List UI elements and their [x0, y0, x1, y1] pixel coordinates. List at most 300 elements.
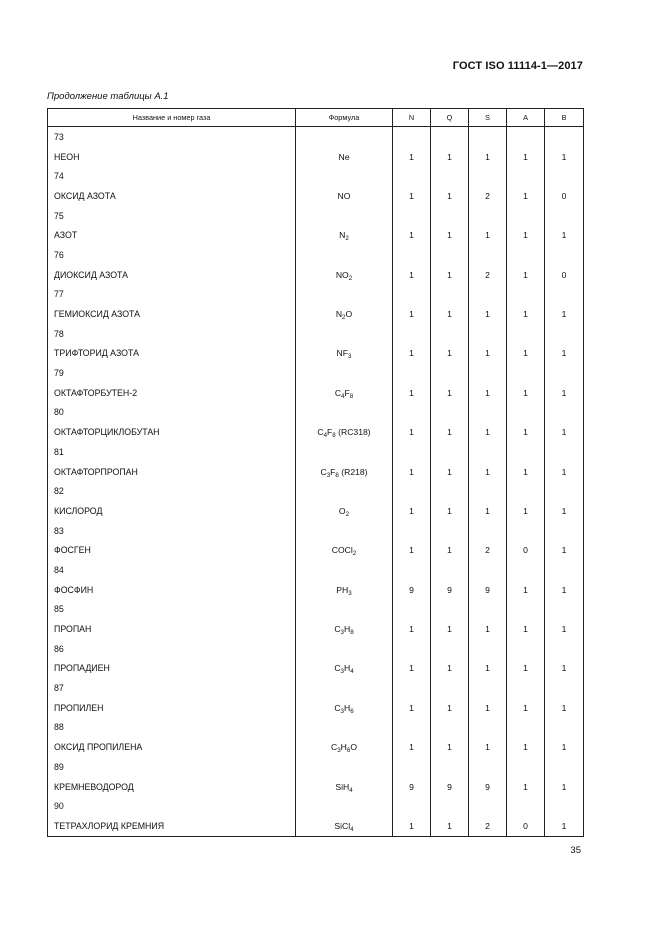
value-s: 2 — [469, 186, 507, 206]
gas-formula — [296, 777, 393, 797]
value-a: 1 — [507, 698, 545, 718]
formula-part: C — [334, 387, 342, 398]
empty-cell — [469, 560, 507, 580]
header-a: A — [507, 109, 545, 127]
gas-name: ОКТАФТОРЦИКЛОБУТАН — [48, 422, 296, 442]
gas-formula — [296, 422, 393, 442]
formula-part: C — [320, 466, 327, 477]
table-row — [48, 580, 584, 600]
formula-part: H — [344, 624, 351, 635]
gas-number: 90 — [48, 796, 296, 816]
empty-cell — [393, 324, 431, 344]
gas-number: 73 — [48, 127, 296, 147]
value-q: 1 — [431, 225, 469, 245]
value-q: 1 — [431, 540, 469, 560]
table-row — [48, 344, 584, 364]
formula-subscript: 3 — [326, 471, 331, 479]
gas-formula — [296, 186, 393, 206]
formula-part: C — [334, 663, 341, 674]
gas-name: ФОСГЕН — [48, 540, 296, 560]
empty-cell — [507, 324, 545, 344]
value-n: 1 — [393, 344, 431, 364]
table-row — [48, 619, 584, 639]
empty-cell — [393, 245, 431, 265]
gas-name: ГЕМИОКСИД АЗОТА — [48, 304, 296, 324]
value-s: 9 — [469, 777, 507, 797]
formula-subscript: 8 — [335, 471, 339, 479]
gas-number: 88 — [48, 718, 296, 738]
value-a: 1 — [507, 422, 545, 442]
gas-number: 77 — [48, 285, 296, 305]
table-number-row — [48, 757, 584, 777]
formula-subscript: 2 — [345, 235, 349, 243]
gas-name: ОКТАФТОРБУТЕН-2 — [48, 383, 296, 403]
table-row — [48, 698, 584, 718]
value-b: 1 — [545, 580, 584, 600]
empty-cell — [431, 127, 469, 147]
empty-cell — [545, 481, 584, 501]
table-number-row — [48, 442, 584, 462]
gas-formula — [296, 147, 393, 167]
value-b: 1 — [545, 147, 584, 167]
table-row — [48, 383, 584, 403]
value-n: 1 — [393, 659, 431, 679]
value-n: 1 — [393, 186, 431, 206]
empty-cell — [431, 481, 469, 501]
formula-part: F — [327, 427, 333, 438]
empty-cell — [431, 718, 469, 738]
formula-part: NO — [335, 269, 349, 280]
empty-cell — [545, 166, 584, 186]
header-n: N — [393, 109, 431, 127]
empty-cell — [431, 560, 469, 580]
empty-cell — [545, 206, 584, 226]
table-number-row — [48, 127, 584, 147]
empty-cell — [431, 796, 469, 816]
value-n: 1 — [393, 619, 431, 639]
empty-cell — [507, 560, 545, 580]
value-b: 1 — [545, 540, 584, 560]
value-q: 1 — [431, 619, 469, 639]
empty-cell — [393, 678, 431, 698]
header-s: S — [469, 109, 507, 127]
value-a: 1 — [507, 737, 545, 757]
empty-cell — [469, 481, 507, 501]
table-row — [48, 462, 584, 482]
gas-name: КРЕМНЕВОДОРОД — [48, 777, 296, 797]
formula-subscript: 3 — [340, 629, 344, 637]
value-q: 9 — [431, 777, 469, 797]
empty-cell — [469, 245, 507, 265]
table-row — [48, 147, 584, 167]
empty-cell — [431, 521, 469, 541]
empty-cell — [296, 245, 393, 265]
value-b: 1 — [545, 422, 584, 442]
formula-subscript: 4 — [349, 786, 353, 794]
empty-cell — [393, 403, 431, 423]
gas-name: ПРОПАН — [48, 619, 296, 639]
empty-cell — [393, 442, 431, 462]
value-b: 1 — [545, 304, 584, 324]
value-q: 1 — [431, 344, 469, 364]
table-body — [48, 127, 584, 837]
value-b: 1 — [545, 777, 584, 797]
empty-cell — [545, 678, 584, 698]
table-row — [48, 422, 584, 442]
value-b: 1 — [545, 501, 584, 521]
empty-cell — [431, 678, 469, 698]
empty-cell — [393, 796, 431, 816]
empty-cell — [393, 757, 431, 777]
formula-part: H — [344, 663, 351, 674]
formula-part: O — [338, 505, 346, 516]
table-number-row — [48, 639, 584, 659]
empty-cell — [469, 206, 507, 226]
gas-formula — [296, 344, 393, 364]
value-n: 1 — [393, 304, 431, 324]
empty-cell — [296, 678, 393, 698]
value-s: 1 — [469, 225, 507, 245]
value-b: 1 — [545, 462, 584, 482]
table-number-row — [48, 324, 584, 344]
header-gas-name: Название и номер газа — [48, 109, 296, 127]
value-s: 2 — [469, 265, 507, 285]
header-formula: Формула — [296, 109, 393, 127]
empty-cell — [507, 796, 545, 816]
value-n: 1 — [393, 225, 431, 245]
gas-name: КИСЛОРОД — [48, 501, 296, 521]
gas-name: ОКСИД ПРОПИЛЕНА — [48, 737, 296, 757]
value-b: 0 — [545, 265, 584, 285]
empty-cell — [545, 600, 584, 620]
empty-cell — [469, 718, 507, 738]
value-a: 1 — [507, 186, 545, 206]
empty-cell — [469, 757, 507, 777]
value-q: 1 — [431, 383, 469, 403]
value-a: 1 — [507, 304, 545, 324]
gas-formula — [296, 540, 393, 560]
value-b: 1 — [545, 344, 584, 364]
gas-name: АЗОТ — [48, 225, 296, 245]
value-n: 1 — [393, 462, 431, 482]
table-number-row — [48, 560, 584, 580]
header-b: B — [545, 109, 584, 127]
table-number-row — [48, 166, 584, 186]
empty-cell — [469, 639, 507, 659]
empty-cell — [296, 560, 393, 580]
value-s: 1 — [469, 147, 507, 167]
gas-number: 82 — [48, 481, 296, 501]
empty-cell — [393, 521, 431, 541]
empty-cell — [393, 639, 431, 659]
empty-cell — [431, 285, 469, 305]
value-s: 9 — [469, 580, 507, 600]
formula-subscript: 6 — [346, 747, 351, 755]
formula-subscript: 3 — [340, 707, 344, 715]
empty-cell — [296, 403, 393, 423]
gas-formula — [296, 265, 393, 285]
value-q: 1 — [431, 422, 469, 442]
formula-part: O — [345, 309, 353, 320]
gas-number: 79 — [48, 363, 296, 383]
formula-part: Ne — [338, 151, 350, 162]
empty-cell — [469, 442, 507, 462]
empty-cell — [545, 796, 584, 816]
gas-name: ТРИФТОРИД АЗОТА — [48, 344, 296, 364]
empty-cell — [507, 285, 545, 305]
empty-cell — [469, 363, 507, 383]
gas-number: 74 — [48, 166, 296, 186]
value-a: 1 — [507, 501, 545, 521]
gas-formula — [296, 462, 393, 482]
gas-number: 89 — [48, 757, 296, 777]
empty-cell — [507, 127, 545, 147]
table-number-row — [48, 363, 584, 383]
gas-formula — [296, 225, 393, 245]
empty-cell — [507, 481, 545, 501]
empty-cell — [545, 560, 584, 580]
formula-part: (R218) — [338, 466, 368, 477]
formula-subscript: 2 — [345, 510, 350, 518]
value-n: 1 — [393, 265, 431, 285]
table-row — [48, 501, 584, 521]
value-b: 1 — [545, 698, 584, 718]
empty-cell — [507, 403, 545, 423]
gas-name: ОКТАФТОРПРОПАН — [48, 462, 296, 482]
value-n: 9 — [393, 580, 431, 600]
empty-cell — [545, 324, 584, 344]
gas-formula — [296, 580, 393, 600]
value-n: 1 — [393, 698, 431, 718]
value-b: 0 — [545, 186, 584, 206]
page-number: 35 — [570, 845, 581, 856]
formula-part: H — [340, 742, 347, 753]
value-a: 1 — [507, 147, 545, 167]
gas-number: 84 — [48, 560, 296, 580]
gas-formula — [296, 501, 393, 521]
value-n: 1 — [393, 737, 431, 757]
gas-number: 81 — [48, 442, 296, 462]
empty-cell — [545, 718, 584, 738]
gas-name: ФОСФИН — [48, 580, 296, 600]
value-q: 1 — [431, 304, 469, 324]
formula-part: C — [334, 702, 341, 713]
gas-formula — [296, 816, 393, 836]
table-row — [48, 186, 584, 206]
value-s: 2 — [469, 816, 507, 836]
empty-cell — [393, 206, 431, 226]
empty-cell — [393, 560, 431, 580]
table-row — [48, 225, 584, 245]
value-s: 1 — [469, 659, 507, 679]
value-b: 1 — [545, 225, 584, 245]
table-number-row — [48, 245, 584, 265]
gas-formula — [296, 304, 393, 324]
empty-cell — [393, 363, 431, 383]
formula-subscript: 8 — [332, 432, 336, 440]
empty-cell — [296, 324, 393, 344]
gas-name: ДИОКСИД АЗОТА — [48, 265, 296, 285]
empty-cell — [507, 718, 545, 738]
gas-number: 78 — [48, 324, 296, 344]
gas-name: ПРОПИЛЕН — [48, 698, 296, 718]
value-n: 1 — [393, 383, 431, 403]
table-number-row — [48, 403, 584, 423]
gas-formula — [296, 698, 393, 718]
gas-number: 85 — [48, 600, 296, 620]
table-row — [48, 816, 584, 836]
value-a: 1 — [507, 265, 545, 285]
empty-cell — [296, 600, 393, 620]
formula-subscript: 6 — [350, 707, 354, 715]
empty-cell — [469, 324, 507, 344]
gas-formula — [296, 737, 393, 757]
value-s: 1 — [469, 501, 507, 521]
gas-formula — [296, 659, 393, 679]
document-code: ГОСТ ISO 11114-1—2017 — [452, 60, 583, 72]
empty-cell — [545, 442, 584, 462]
formula-subscript: 3 — [348, 589, 352, 597]
empty-cell — [545, 403, 584, 423]
empty-cell — [545, 757, 584, 777]
empty-cell — [507, 442, 545, 462]
formula-part: COCl — [331, 545, 353, 556]
value-n: 1 — [393, 540, 431, 560]
empty-cell — [431, 363, 469, 383]
formula-part: NO — [337, 190, 351, 201]
empty-cell — [469, 521, 507, 541]
formula-part: C — [334, 624, 341, 635]
value-n: 1 — [393, 501, 431, 521]
empty-cell — [545, 363, 584, 383]
value-s: 1 — [469, 619, 507, 639]
formula-subscript: 4 — [350, 825, 354, 833]
value-n: 9 — [393, 777, 431, 797]
value-n: 1 — [393, 147, 431, 167]
gas-number: 83 — [48, 521, 296, 541]
value-a: 1 — [507, 225, 545, 245]
value-a: 1 — [507, 462, 545, 482]
table-row — [48, 737, 584, 757]
empty-cell — [507, 521, 545, 541]
value-s: 1 — [469, 462, 507, 482]
value-s: 1 — [469, 698, 507, 718]
empty-cell — [431, 403, 469, 423]
table-row — [48, 777, 584, 797]
formula-subscript: 4 — [341, 392, 345, 400]
gas-number: 87 — [48, 678, 296, 698]
value-s: 1 — [469, 422, 507, 442]
formula-part: F — [344, 387, 350, 398]
value-b: 1 — [545, 737, 584, 757]
empty-cell — [431, 166, 469, 186]
formula-part: PH — [336, 584, 349, 595]
empty-cell — [296, 639, 393, 659]
table-header-row — [48, 109, 584, 127]
empty-cell — [431, 639, 469, 659]
formula-subscript: 2 — [348, 274, 353, 282]
empty-cell — [545, 285, 584, 305]
table-number-row — [48, 600, 584, 620]
value-q: 1 — [431, 698, 469, 718]
formula-part: F — [330, 466, 336, 477]
empty-cell — [507, 639, 545, 659]
empty-cell — [469, 285, 507, 305]
empty-cell — [296, 166, 393, 186]
gas-table — [47, 108, 584, 837]
table-row — [48, 659, 584, 679]
empty-cell — [296, 127, 393, 147]
empty-cell — [296, 796, 393, 816]
formula-subscript: 3 — [340, 668, 344, 676]
table-row — [48, 304, 584, 324]
value-a: 1 — [507, 383, 545, 403]
formula-part: SiH — [335, 781, 350, 792]
empty-cell — [431, 324, 469, 344]
value-s: 1 — [469, 304, 507, 324]
empty-cell — [393, 600, 431, 620]
formula-subscript: 2 — [342, 314, 346, 322]
formula-part: C — [330, 742, 338, 753]
value-s: 1 — [469, 383, 507, 403]
header-q: Q — [431, 109, 469, 127]
empty-cell — [393, 285, 431, 305]
empty-cell — [507, 206, 545, 226]
formula-part: SiCl — [334, 820, 351, 831]
value-q: 1 — [431, 265, 469, 285]
empty-cell — [545, 127, 584, 147]
formula-part: N — [335, 309, 343, 320]
empty-cell — [507, 678, 545, 698]
empty-cell — [469, 600, 507, 620]
formula-subscript: 8 — [350, 629, 354, 637]
gas-number: 76 — [48, 245, 296, 265]
table-number-row — [48, 521, 584, 541]
empty-cell — [545, 521, 584, 541]
gas-name: ПРОПАДИЕН — [48, 659, 296, 679]
value-a: 0 — [507, 540, 545, 560]
value-q: 1 — [431, 186, 469, 206]
formula-part: NF — [336, 348, 348, 359]
value-q: 1 — [431, 816, 469, 836]
table-row — [48, 265, 584, 285]
empty-cell — [393, 718, 431, 738]
empty-cell — [545, 639, 584, 659]
empty-cell — [296, 363, 393, 383]
value-s: 1 — [469, 737, 507, 757]
value-n: 1 — [393, 422, 431, 442]
table-number-row — [48, 796, 584, 816]
empty-cell — [507, 363, 545, 383]
empty-cell — [296, 206, 393, 226]
value-a: 1 — [507, 344, 545, 364]
formula-subscript: 3 — [348, 353, 352, 361]
empty-cell — [507, 245, 545, 265]
empty-cell — [431, 600, 469, 620]
formula-part: O — [350, 742, 358, 753]
value-q: 1 — [431, 462, 469, 482]
value-q: 1 — [431, 659, 469, 679]
empty-cell — [469, 166, 507, 186]
table-row — [48, 540, 584, 560]
formula-part: (RC318) — [335, 427, 371, 438]
empty-cell — [393, 127, 431, 147]
formula-part: N — [339, 230, 346, 241]
table-number-row — [48, 678, 584, 698]
formula-subscript: 2 — [352, 550, 357, 558]
value-a: 1 — [507, 777, 545, 797]
table-number-row — [48, 206, 584, 226]
